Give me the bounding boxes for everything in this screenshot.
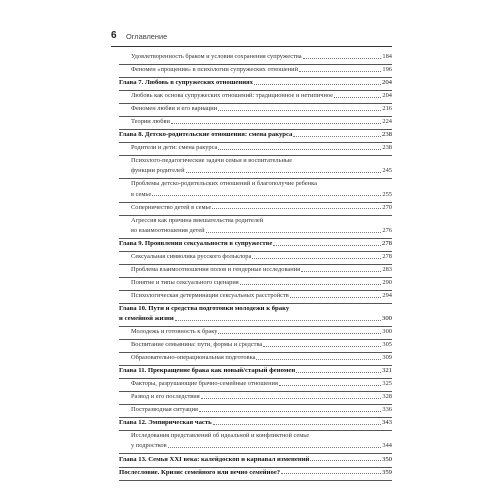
toc-entry-title: Любовь как основа супружеских отношений: традиционное и нетипичное <box>131 92 334 99</box>
toc-entry-title: Родители и дети: смена ракурса <box>131 144 218 151</box>
toc-entry-page-number: 270 <box>382 203 392 211</box>
toc-entry-title: Проблема взаимоотношения полов и гендерные исследования <box>131 265 301 273</box>
toc-chapter-entry <box>119 468 392 481</box>
toc-section-entry <box>119 405 392 418</box>
dot-leader <box>152 195 381 196</box>
toc-entry-title: Удовлетворенность браком и условия сохранения супружества <box>131 53 302 60</box>
page-number: 6 <box>111 30 117 41</box>
dot-leader <box>218 110 381 111</box>
toc-section-entry <box>119 379 392 392</box>
toc-entry-page-number: 294 <box>382 291 392 299</box>
toc-entry-page-number: 344 <box>382 442 392 450</box>
toc-entry-title: Воспитание семьянина: пути, формы и средства <box>131 341 263 349</box>
toc-entry-page-number: 325 <box>382 380 392 388</box>
toc-entry-title: Глава 7. Любовь в супружеских отношениях <box>119 79 254 86</box>
dot-leader <box>296 372 381 373</box>
dot-leader <box>254 84 381 85</box>
dot-leader <box>281 473 381 474</box>
toc-entry-title: в семье <box>131 190 152 198</box>
dot-leader <box>171 123 381 124</box>
toc-section-entry <box>119 340 392 353</box>
dot-leader <box>213 424 381 425</box>
dot-leader <box>218 333 381 334</box>
toc-chapter-entry <box>119 455 392 468</box>
toc-chapter-entry <box>119 304 392 327</box>
dot-leader <box>212 208 381 209</box>
dot-leader <box>186 172 382 173</box>
toc-chapter-entry <box>119 239 392 252</box>
toc-chapter-entry <box>119 418 392 431</box>
page-header <box>111 32 392 47</box>
toc-entry-title-line1: Агрессия как причина вмешательства родителей <box>131 216 264 224</box>
toc-entry-title: Психологическая детерминация сексуальных расстройств <box>131 291 289 299</box>
toc-entry-page-number: 283 <box>382 265 392 273</box>
toc-entry-title: Феномен любви и его вариации <box>131 105 218 112</box>
toc-entry-page-number: 204 <box>381 79 392 86</box>
toc-entry-title: и семейной жизни <box>119 315 174 323</box>
toc-entry-title: Глава 13. Семья XXI века: калейдоскоп и карнавал изменений <box>119 455 310 463</box>
toc-section-entry <box>119 265 392 278</box>
toc-entry-title: во взаимоотношения детей <box>131 226 205 234</box>
toc-entry-page-number: 305 <box>382 341 392 349</box>
toc-section-entry <box>119 52 392 65</box>
dot-leader <box>279 385 382 386</box>
toc-entry-page-number: 196 <box>382 66 392 73</box>
toc-entry-title: Сексуальная символика русского фольклора <box>131 252 252 260</box>
dot-leader <box>252 258 381 259</box>
dot-leader <box>301 271 381 272</box>
toc-entry-title: Соперничество детей в семье <box>131 203 212 211</box>
toc-entry-page-number: 204 <box>382 92 392 99</box>
toc-section-entry <box>119 431 392 454</box>
toc-section-entry <box>119 216 392 239</box>
toc-entry-page-number: 278 <box>382 252 392 260</box>
toc-section-entry <box>119 179 392 202</box>
toc-entry-title: Послесловие. Кризис семейного или вечно семейное? <box>119 468 281 476</box>
toc-entry-page-number: 321 <box>381 367 392 375</box>
toc-entry-title: Понятие и типы сексуального сценария <box>131 278 239 286</box>
toc-section-entry <box>119 252 392 265</box>
toc-section-entry <box>119 392 392 405</box>
toc-entry-title: Глава 8. Детско-родительские отношения: смена ракурса <box>119 131 293 138</box>
dot-leader <box>240 284 382 285</box>
toc-section-entry <box>119 291 392 304</box>
toc-entry-page-number: 343 <box>381 419 392 427</box>
toc-entry-title-line1: Глава 10. Пути и средства подготовки молодежи к браку <box>119 304 290 312</box>
toc-chapter-entry <box>119 366 392 379</box>
dot-leader <box>293 136 381 137</box>
toc-entry-title: Молодежь и готовность к браку <box>131 328 218 336</box>
toc-entry-title: Глава 12. Эмпирическая часть <box>119 419 212 427</box>
dot-leader <box>263 346 381 347</box>
toc-entry-page-number: 216 <box>382 105 392 112</box>
toc-entry-title: функции родителей <box>131 167 185 175</box>
toc-entry-page-number: 290 <box>382 278 392 286</box>
toc-entry-page-number: 328 <box>382 393 392 401</box>
toc-entry-page-number: 300 <box>382 328 392 336</box>
toc-section-entry <box>119 353 392 366</box>
dot-leader <box>273 245 381 246</box>
toc-entry-title: Факторы, разрушающие брачно-семейные отношения <box>131 380 278 388</box>
row-divider <box>119 480 392 481</box>
toc-section-entry <box>119 91 392 104</box>
dot-leader <box>218 149 381 150</box>
toc-entry-page-number: 359 <box>381 468 392 476</box>
toc-entry-title: Глава 11. Прекращение брака как новый/старый феномен <box>119 367 296 375</box>
toc-entry-title: Постразводная ситуация <box>131 406 198 414</box>
toc-section-entry <box>119 65 392 78</box>
toc-section-entry <box>119 327 392 340</box>
toc-entry-page-number: 300 <box>381 315 392 323</box>
toc-entry-page-number: 245 <box>382 167 392 175</box>
toc-entry-page-number: 184 <box>382 53 392 60</box>
toc-entry-page-number: 278 <box>381 239 392 247</box>
toc-entry-title: Теории любви <box>131 118 170 125</box>
toc-section-entry <box>119 203 392 216</box>
toc-entry-title: Развод и его последствия <box>131 393 200 401</box>
toc-entry-title: у подростков <box>131 442 167 450</box>
dot-leader <box>334 97 381 98</box>
dot-leader <box>201 398 382 399</box>
toc-section-entry <box>119 143 392 156</box>
toc-section-entry <box>119 104 392 117</box>
toc-entry-title: Феномен «прощения» в психологии супружеских отношений <box>131 66 299 73</box>
toc-entry-title-line1: Психолого-педагогические задачи семьи и воспитательные <box>131 157 293 164</box>
running-head: Оглавление <box>126 32 168 41</box>
toc-entry-page-number: 238 <box>382 144 392 151</box>
toc-entry-page-number: 224 <box>382 118 392 125</box>
toc-entry-title: Глава 9. Проявления сексуальности в супружестве <box>119 239 273 247</box>
dot-leader <box>175 320 381 321</box>
toc-section-entry <box>119 117 392 130</box>
toc-entry-page-number: 276 <box>382 226 392 234</box>
dot-leader <box>206 232 382 233</box>
toc-entry-title-line1: Исследования представлений об идеальной и конфликтной семье <box>131 432 310 440</box>
dot-leader <box>299 71 381 72</box>
dot-leader <box>256 359 381 360</box>
toc-chapter-entry <box>119 78 392 91</box>
dot-leader <box>199 411 381 412</box>
dot-leader <box>168 447 382 448</box>
toc-entry-page-number: 336 <box>382 406 392 414</box>
table-of-contents <box>119 52 392 481</box>
toc-entry-page-number: 238 <box>381 131 392 138</box>
toc-entry-page-number: 255 <box>382 190 392 198</box>
toc-entry-page-number: 350 <box>381 455 392 463</box>
toc-section-entry <box>119 156 392 179</box>
toc-entry-page-number: 309 <box>382 354 392 362</box>
dot-leader <box>290 297 382 298</box>
toc-chapter-entry <box>119 130 392 143</box>
toc-section-entry <box>119 278 392 291</box>
toc-entry-title-line1: Проблемы детско-родительских отношений и благополучие ребенка <box>131 180 317 188</box>
dot-leader <box>303 58 382 59</box>
toc-entry-title: Образовательно-операциональная подготовка <box>131 354 256 362</box>
dot-leader <box>310 460 381 461</box>
